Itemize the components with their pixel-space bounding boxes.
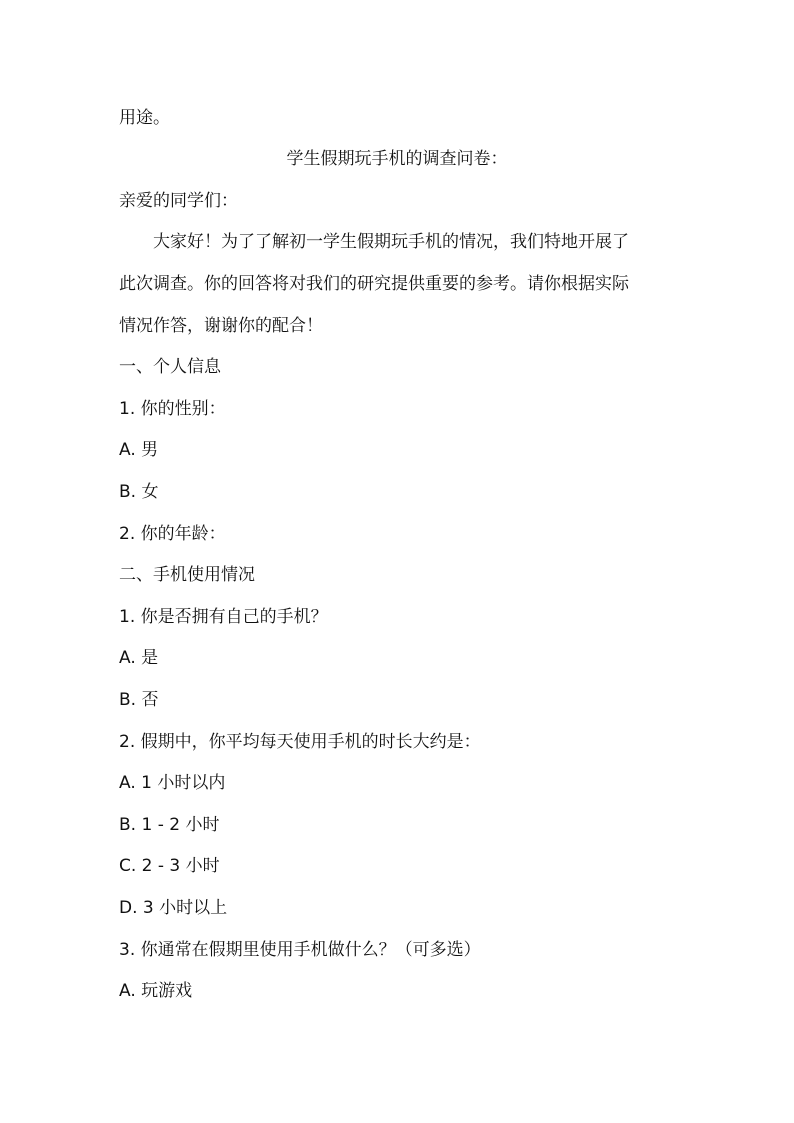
question-gender: 1. 你的性别： [119, 399, 226, 419]
greeting: 亲爱的同学们： [119, 191, 238, 211]
intro-line-2: 此次调查。你的回答将对我们的研究提供重要的参考。请你根据实际 [119, 274, 629, 294]
questionnaire-title: 学生假期玩手机的调查问卷： [286, 149, 508, 169]
section-heading-personal-info: 一、个人信息 [119, 357, 221, 377]
intro-line-3: 情况作答，谢谢你的配合！ [119, 316, 323, 336]
option-own-phone-yes: A. 是 [119, 648, 159, 668]
option-own-phone-no: B. 否 [119, 690, 159, 710]
option-duration-c: C. 2 - 3 小时 [119, 856, 220, 876]
option-gender-female: B. 女 [119, 482, 159, 502]
intro-line-1: 大家好！为了了解初一学生假期玩手机的情况，我们特地开展了 [153, 232, 629, 252]
question-own-phone: 1. 你是否拥有自己的手机？ [119, 607, 328, 627]
option-duration-d: D. 3 小时以上 [119, 898, 228, 918]
question-phone-purpose: 3. 你通常在假期里使用手机做什么？（可多选） [119, 940, 481, 960]
question-age: 2. 你的年龄： [119, 524, 226, 544]
option-duration-b: B. 1 - 2 小时 [119, 815, 220, 835]
option-purpose-games: A. 玩游戏 [119, 981, 193, 1001]
section-heading-phone-usage: 二、手机使用情况 [119, 565, 255, 585]
question-daily-duration: 2. 假期中，你平均每天使用手机的时长大约是： [119, 732, 481, 752]
continuation-text: 用途。 [119, 108, 170, 128]
option-duration-a: A. 1 小时以内 [119, 773, 226, 793]
option-gender-male: A. 男 [119, 440, 159, 460]
